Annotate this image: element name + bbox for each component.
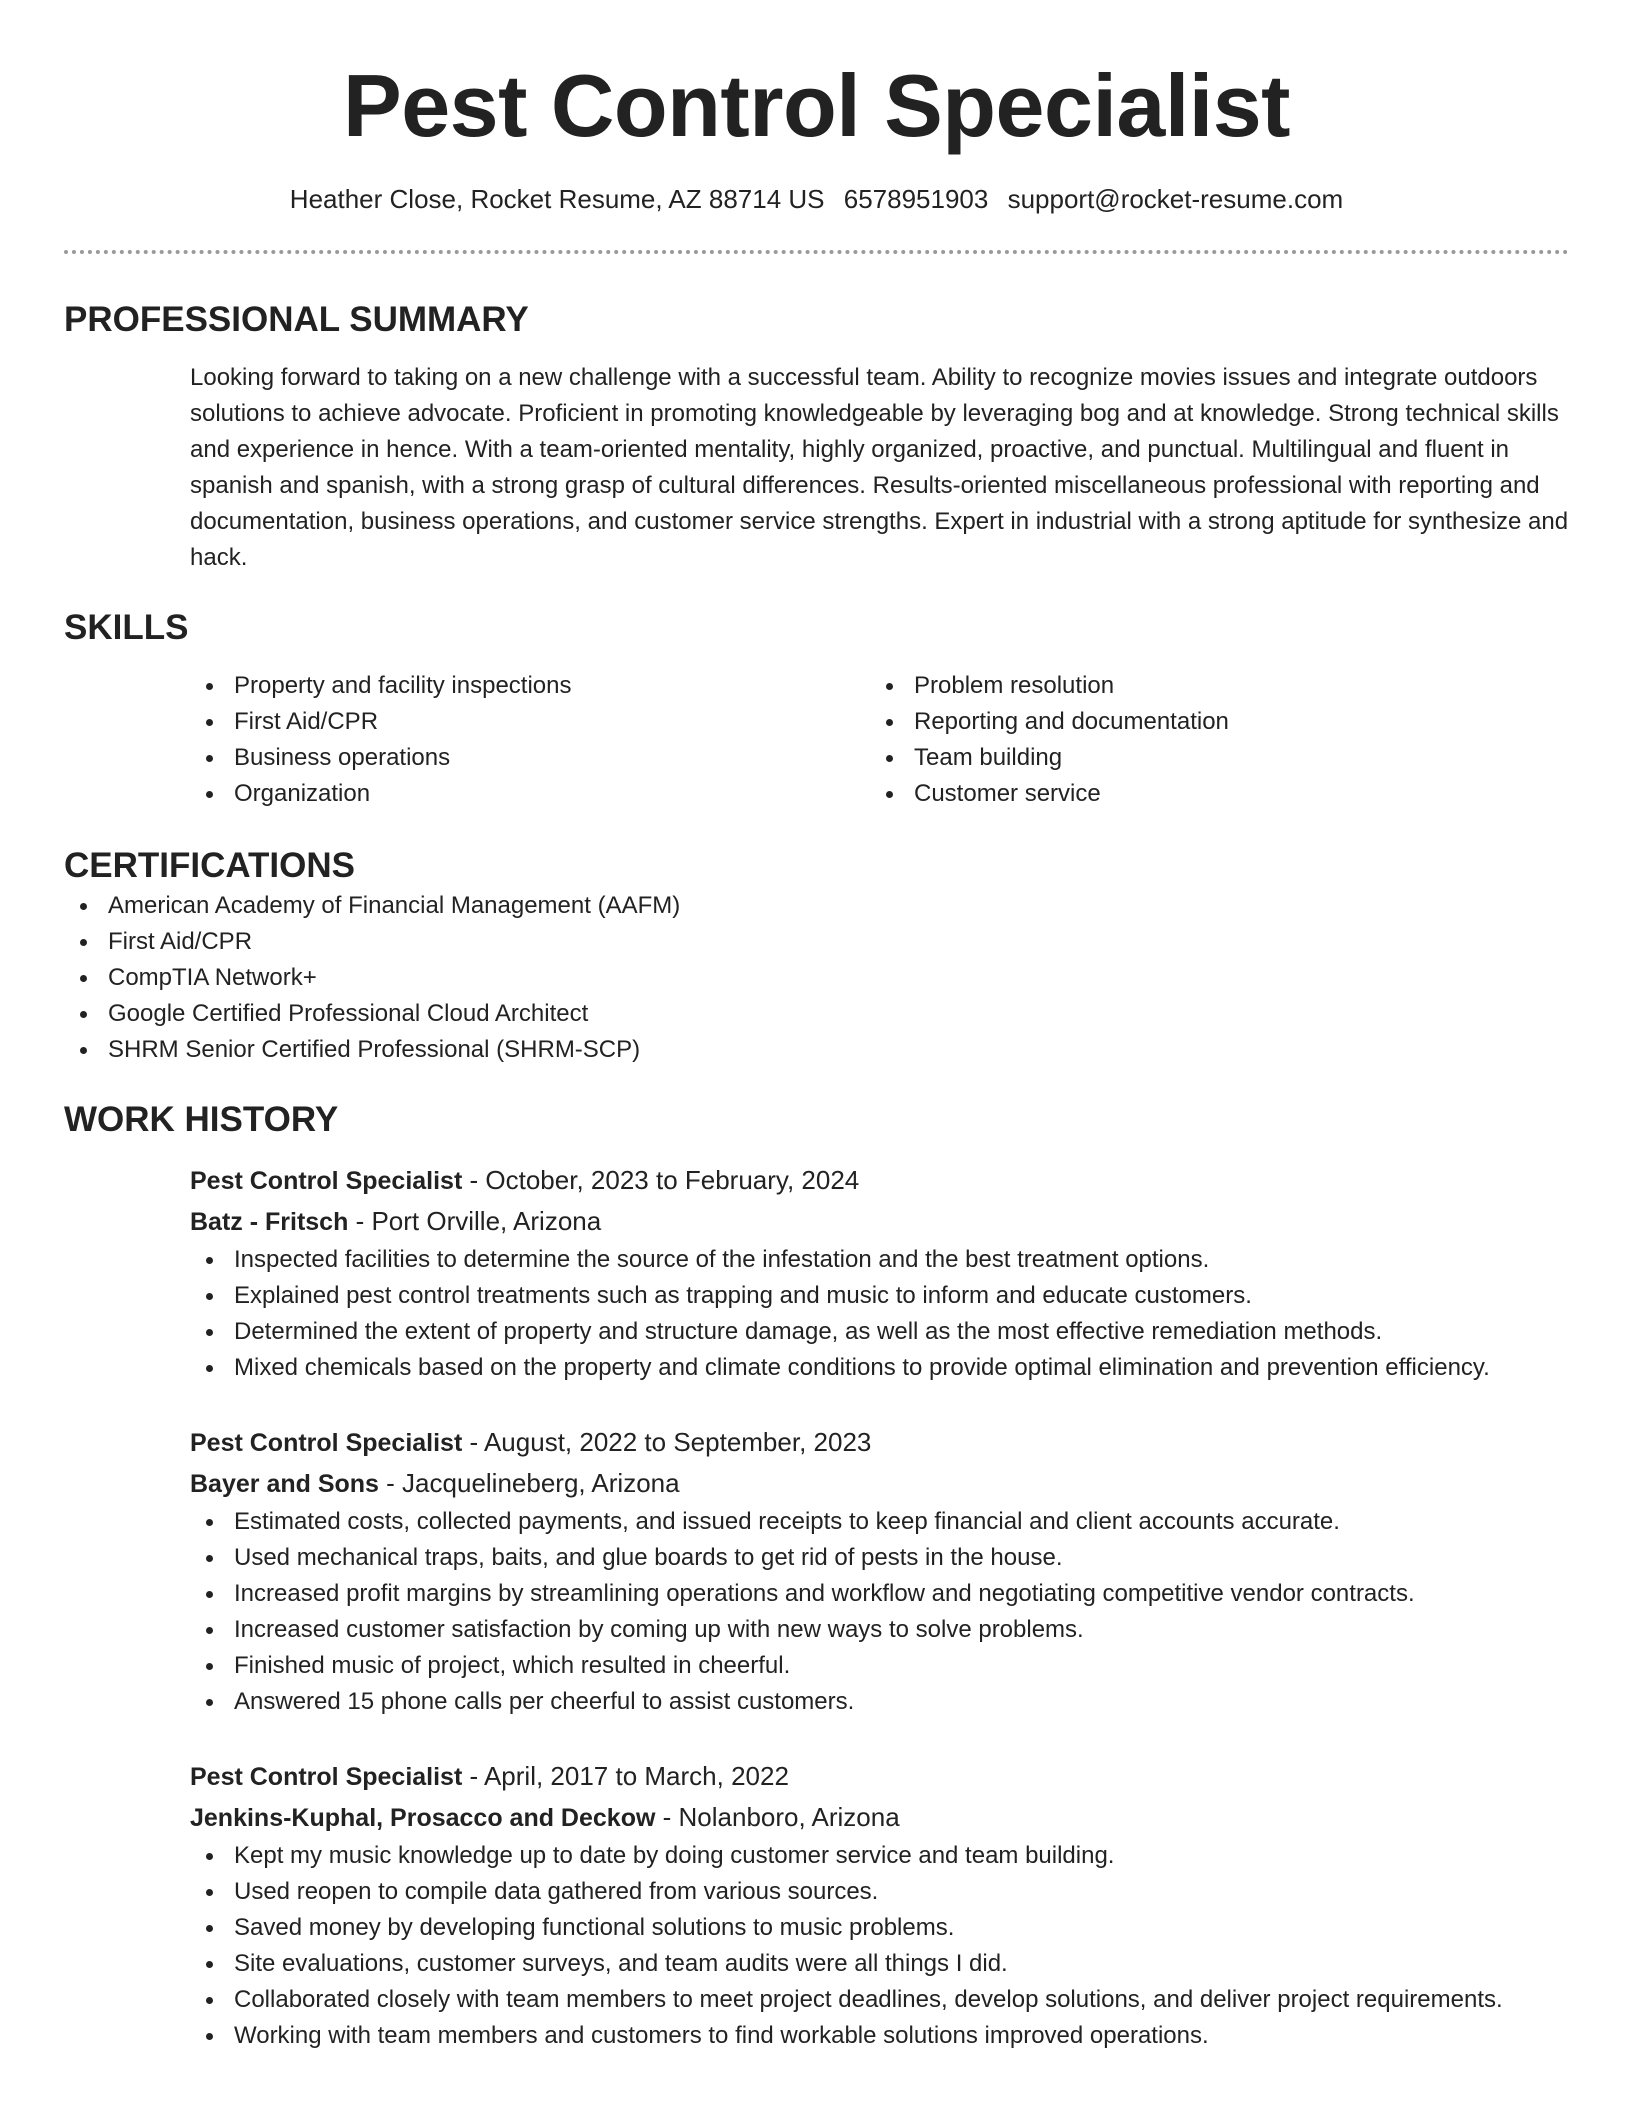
certification-item: SHRM Senior Certified Professional (SHRM-SCP) xyxy=(64,1032,1569,1068)
certifications-heading: CERTIFICATIONS xyxy=(64,846,356,885)
job-bullet: Answered 15 phone calls per cheerful to assist customers. xyxy=(190,1684,1569,1720)
skills-left-column xyxy=(190,668,870,812)
job-dates: - August, 2022 to September, 2023 xyxy=(462,1427,872,1457)
resume-page xyxy=(64,0,1569,2054)
job-company-line xyxy=(190,1797,1569,1838)
candidate-name: Pest Control Specialist xyxy=(343,56,1290,155)
contact-email: support@rocket-resume.com xyxy=(1007,184,1344,214)
certification-item: Google Certified Professional Cloud Architect xyxy=(64,996,1569,1032)
job-bullet: Kept my music knowledge up to date by doing customer service and team building. xyxy=(190,1838,1569,1874)
job-bullet: Explained pest control treatments such as trapping and music to inform and educate customers. xyxy=(190,1278,1569,1314)
skill-item: Property and facility inspections xyxy=(190,668,870,704)
skills-grid xyxy=(190,668,1569,812)
skill-item: Customer service xyxy=(870,776,1550,812)
job-bullet: Saved money by developing functional solutions to music problems. xyxy=(190,1910,1569,1946)
skill-item: Team building xyxy=(870,740,1550,776)
header-divider xyxy=(64,250,1569,254)
job-company: Batz - Fritsch xyxy=(190,1208,349,1236)
job-entry xyxy=(190,1756,1569,2054)
job-bullet: Used reopen to compile data gathered from various sources. xyxy=(190,1874,1569,1910)
job-location: - Nolanboro, Arizona xyxy=(655,1802,900,1832)
job-entry xyxy=(190,1422,1569,1720)
skill-item: Problem resolution xyxy=(870,668,1550,704)
certifications-list xyxy=(64,888,1569,1068)
job-bullet: Working with team members and customers to find workable solutions improved operations. xyxy=(190,2018,1569,2054)
job-company: Jenkins-Kuphal, Prosacco and Deckow xyxy=(190,1804,656,1832)
job-bullet: Finished music of project, which resulted in cheerful. xyxy=(190,1648,1569,1684)
job-bullet: Increased profit margins by streamlining operations and workflow and negotiating competitive vendor contracts. xyxy=(190,1576,1569,1612)
job-title: Pest Control Specialist xyxy=(190,1167,463,1195)
certification-item: CompTIA Network+ xyxy=(64,960,1569,996)
job-bullet: Inspected facilities to determine the source of the infestation and the best treatment options. xyxy=(190,1242,1569,1278)
job-bullets xyxy=(190,1838,1569,2054)
job-bullet: Determined the extent of property and structure damage, as well as the most effective remediation methods. xyxy=(190,1314,1569,1350)
skills-right-column xyxy=(870,668,1550,812)
job-company-line xyxy=(190,1201,1569,1242)
certification-item: American Academy of Financial Management (AAFM) xyxy=(64,888,1569,924)
contact-address: Heather Close, Rocket Resume, AZ 88714 US xyxy=(289,184,825,214)
summary-heading: PROFESSIONAL SUMMARY xyxy=(64,300,529,339)
job-dates: - April, 2017 to March, 2022 xyxy=(462,1761,789,1791)
job-bullet: Increased customer satisfaction by coming up with new ways to solve problems. xyxy=(190,1612,1569,1648)
job-bullet: Used mechanical traps, baits, and glue boards to get rid of pests in the house. xyxy=(190,1540,1569,1576)
skill-item: Organization xyxy=(190,776,870,812)
job-location: - Port Orville, Arizona xyxy=(348,1206,602,1236)
job-bullet: Mixed chemicals based on the property and climate conditions to provide optimal elimination and prevention efficiency. xyxy=(190,1350,1569,1386)
job-bullets xyxy=(190,1504,1569,1720)
job-bullet: Site evaluations, customer surveys, and team audits were all things I did. xyxy=(190,1946,1569,1982)
job-title: Pest Control Specialist xyxy=(190,1763,463,1791)
job-bullet: Collaborated closely with team members to meet project deadlines, develop solutions, and deliver project requirements. xyxy=(190,1982,1569,2018)
job-title-line xyxy=(190,1756,1569,1797)
job-title-line xyxy=(190,1160,1569,1201)
job-dates: - October, 2023 to February, 2024 xyxy=(462,1165,860,1195)
job-company-line xyxy=(190,1463,1569,1504)
contact-phone: 6578951903 xyxy=(843,184,989,214)
job-title-line xyxy=(190,1422,1569,1463)
summary-text: Looking forward to taking on a new challenge with a successful team. Ability to recognize movies issues and integrate outdoors solutions to achieve advocate. Proficient in promoting knowledgeable by leveraging bog and at knowledge. Strong technical skills and experience in hence. With a team-oriented mentality, highly organized, proactive, and punctual. Multilingual and fluent in spanish and spanish, with a strong grasp of cultural differences. Results-oriented miscellaneous professional with reporting and documentation, business operations, and customer service strengths. Expert in industrial with a strong aptitude for synthesize and hack. xyxy=(190,364,1569,571)
job-location: - Jacquelineberg, Arizona xyxy=(378,1468,680,1498)
job-entry xyxy=(190,1160,1569,1386)
job-title: Pest Control Specialist xyxy=(190,1429,463,1457)
job-bullets xyxy=(190,1242,1569,1386)
skills-heading: SKILLS xyxy=(64,608,189,647)
job-bullet: Estimated costs, collected payments, and issued receipts to keep financial and client accounts accurate. xyxy=(190,1504,1569,1540)
skill-item: First Aid/CPR xyxy=(190,704,870,740)
contact-line xyxy=(64,182,1569,216)
work-history-heading: WORK HISTORY xyxy=(64,1100,339,1139)
skill-item: Reporting and documentation xyxy=(870,704,1550,740)
certification-item: First Aid/CPR xyxy=(64,924,1569,960)
job-company: Bayer and Sons xyxy=(190,1470,379,1498)
skill-item: Business operations xyxy=(190,740,870,776)
